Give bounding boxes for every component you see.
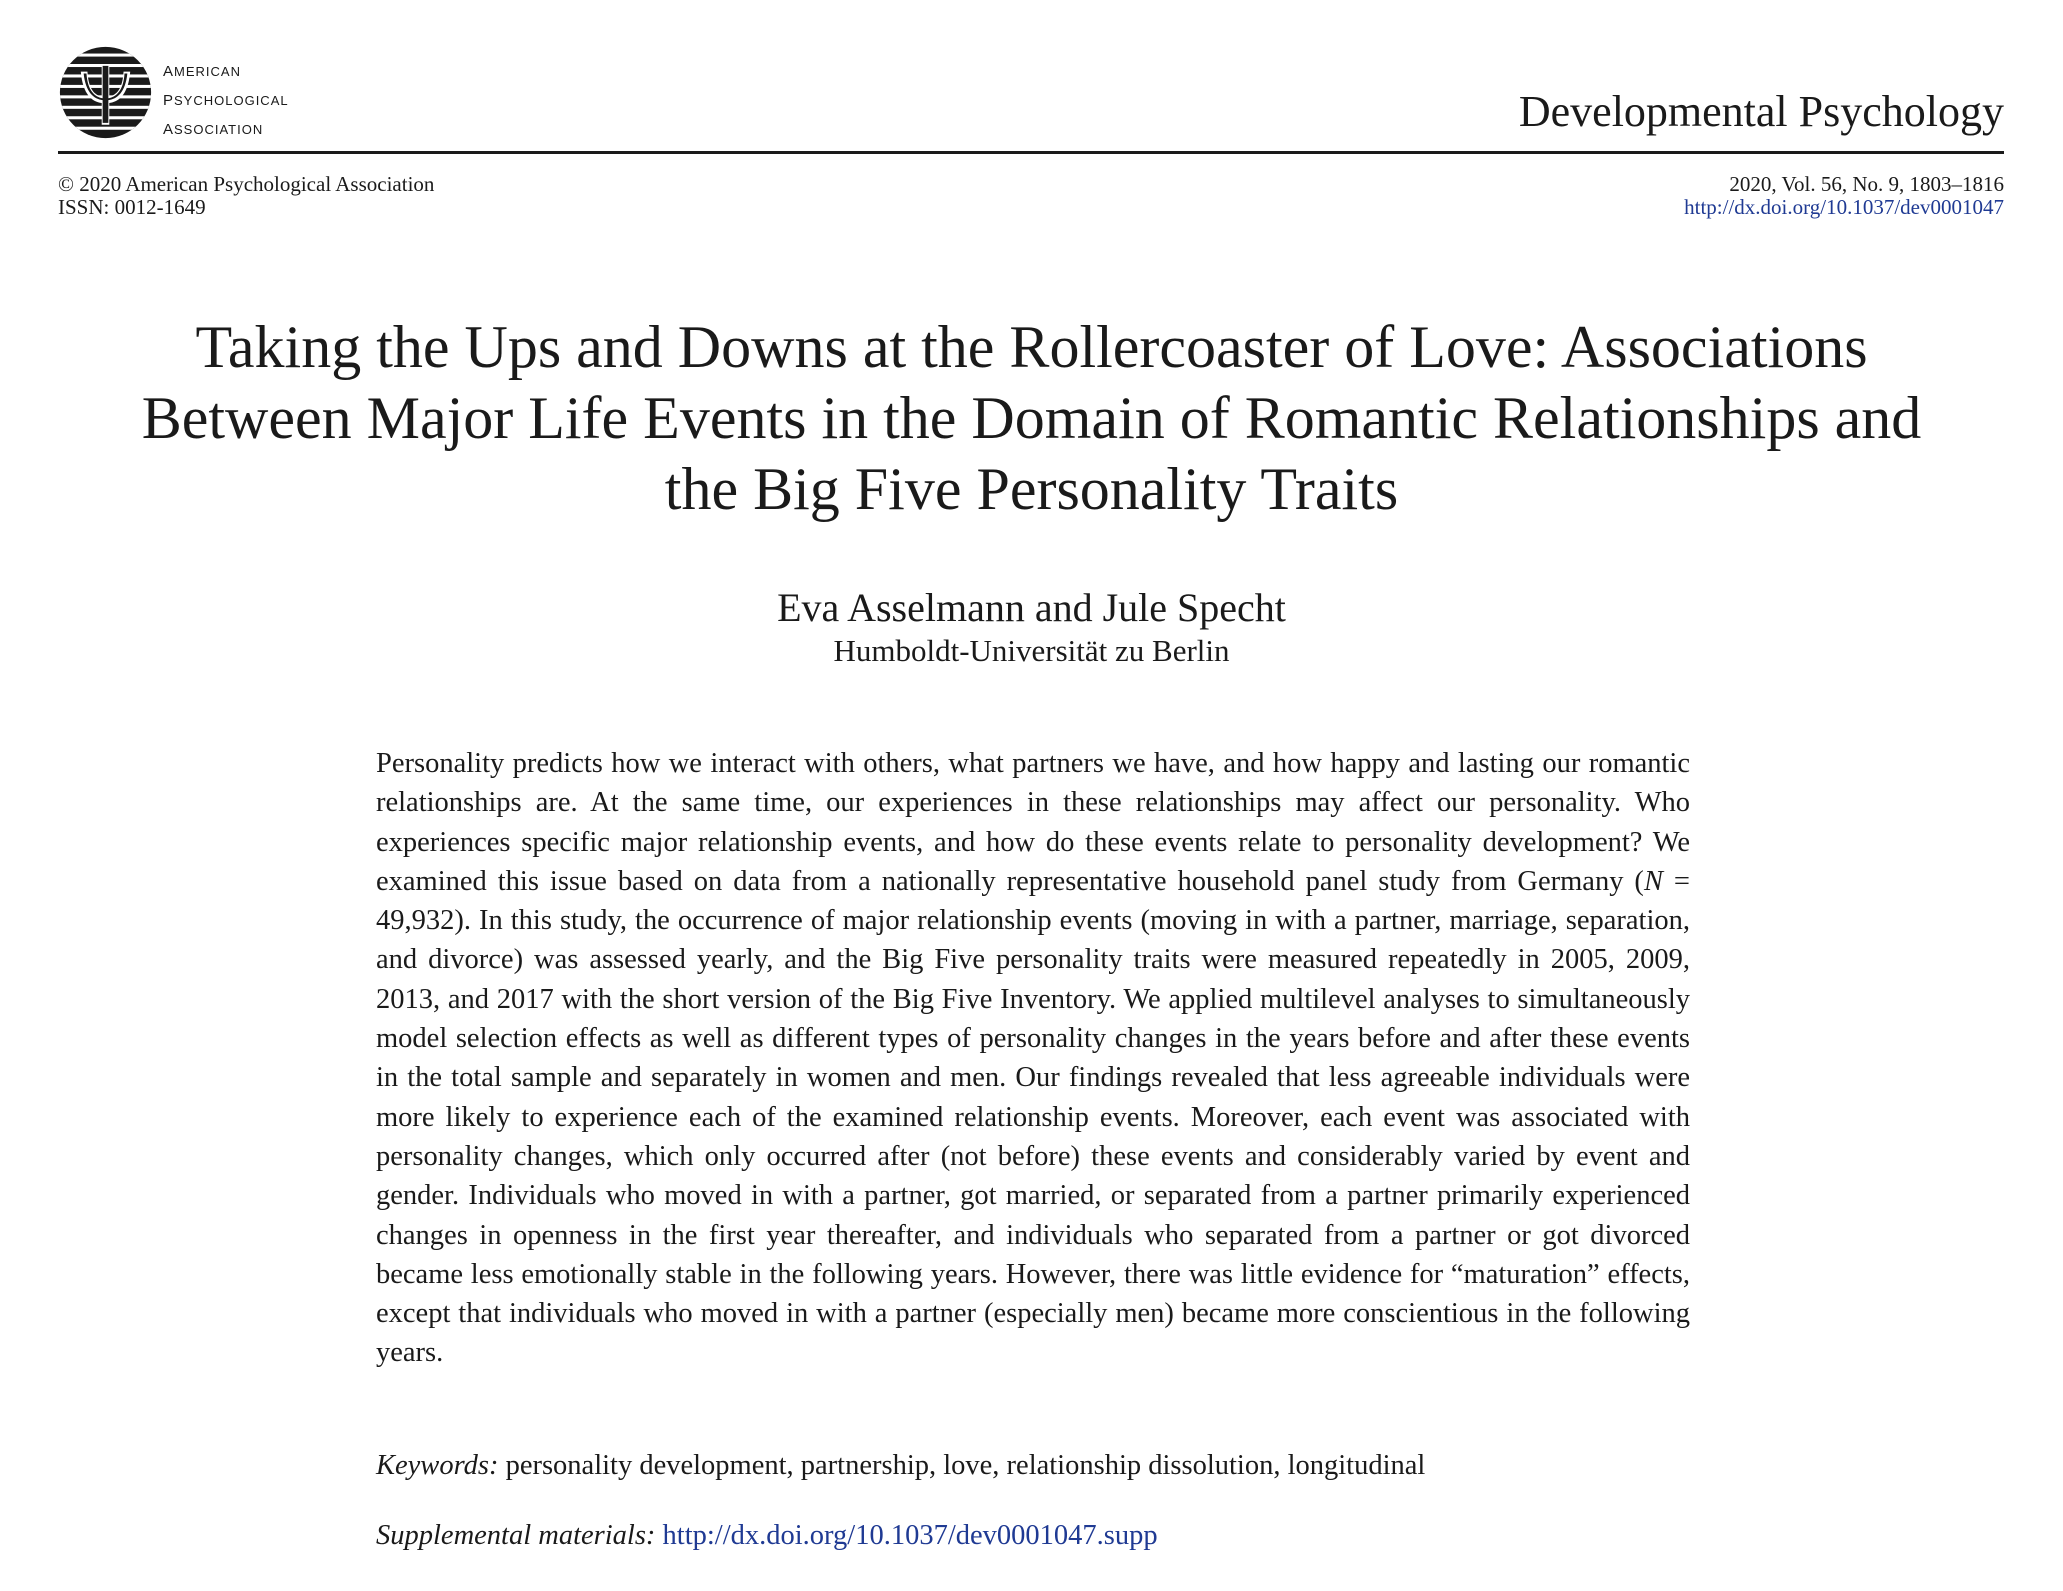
copyright-line: © 2020 American Psychological Association: [58, 172, 435, 196]
supplemental-label: Supplemental materials:: [376, 1520, 656, 1551]
keywords-list: personality development, partnership, love, relationship dissolution, longitudinal: [498, 1450, 1426, 1481]
abstract-text-part: = 49,932). In this study, the occurrence of major relationship events (moving in with a partner, marriage, separation, and divorce) was assessed yearly, and the Big Five personality traits were measured repeatedly in 2005, 2009, 2013, and 2017 with the short version of the Big Five Inventory. We applied multilevel analyses to simultaneously model selection effects as well as different types of personality changes in the years before and after these events in the total sample and separately in women and men. Our findings revealed that less agreeable individuals were more likely to experience each of the examined relationship events. Moreover, each event was associated with personality changes, which only occurred after (not before) these events and considerably varied by event and gender. Individuals who moved in with a partner, got married, or separated from a partner primarily experienced changes in openness in the first year thereafter, and individuals who separated from a partner or got divorced became less emotionally stable in the following years. However, there was little evidence for “maturation” effects, except that individuals who moved in with a partner (especially men) became more conscientious in the following years.: [376, 865, 1691, 1369]
citation-line: 2020, Vol. 56, No. 9, 1803–1816: [1729, 172, 2004, 196]
affiliation: Humboldt-Universität zu Berlin: [833, 633, 1230, 668]
publication-meta-right: [1684, 173, 2004, 219]
journal-title: Developmental Psychology: [1518, 87, 2004, 136]
supplemental-materials: [376, 1518, 1690, 1554]
journal-header: [58, 45, 2004, 154]
publisher-line: association: [163, 114, 264, 139]
title-line: the Big Five Personality Traits: [664, 456, 1399, 522]
publication-meta-left: [58, 173, 434, 219]
keywords: [376, 1448, 1690, 1484]
publisher-name: [163, 55, 289, 142]
article-title: [60, 312, 2003, 525]
supplemental-link[interactable]: http://dx.doi.org/10.1037/dev0001047.supp: [662, 1520, 1158, 1551]
doi-link[interactable]: http://dx.doi.org/10.1037/dev0001047: [1684, 195, 2004, 219]
issn-line: ISSN: 0012-1649: [58, 195, 206, 219]
publisher-line: psychological: [163, 85, 289, 110]
abstract: [376, 744, 1690, 1373]
keywords-label: Keywords:: [376, 1450, 499, 1481]
title-line: Taking the Ups and Downs at the Rollercoaster of Love: Associations: [195, 314, 1868, 380]
apa-psi-logo-icon: [58, 45, 153, 140]
title-line: Between Major Life Events in the Domain of Romantic Relationships and: [141, 385, 1922, 451]
abstract-text-part: Personality predicts how we interact with others, what partners we have, and how happy and lasting our romantic relationships are. At the same time, our experiences in these relationships may affect our personality. Who experiences specific major relationship events, and how do these events relate to personality development? We examined this issue based on data from a nationally representative household panel study from Germany (: [376, 748, 1690, 897]
authors: Eva Asselmann and Jule Specht: [777, 585, 1286, 630]
apa-logo[interactable]: [58, 45, 338, 145]
abstract-n-symbol: N: [1643, 865, 1663, 897]
publisher-line: american: [163, 56, 241, 81]
